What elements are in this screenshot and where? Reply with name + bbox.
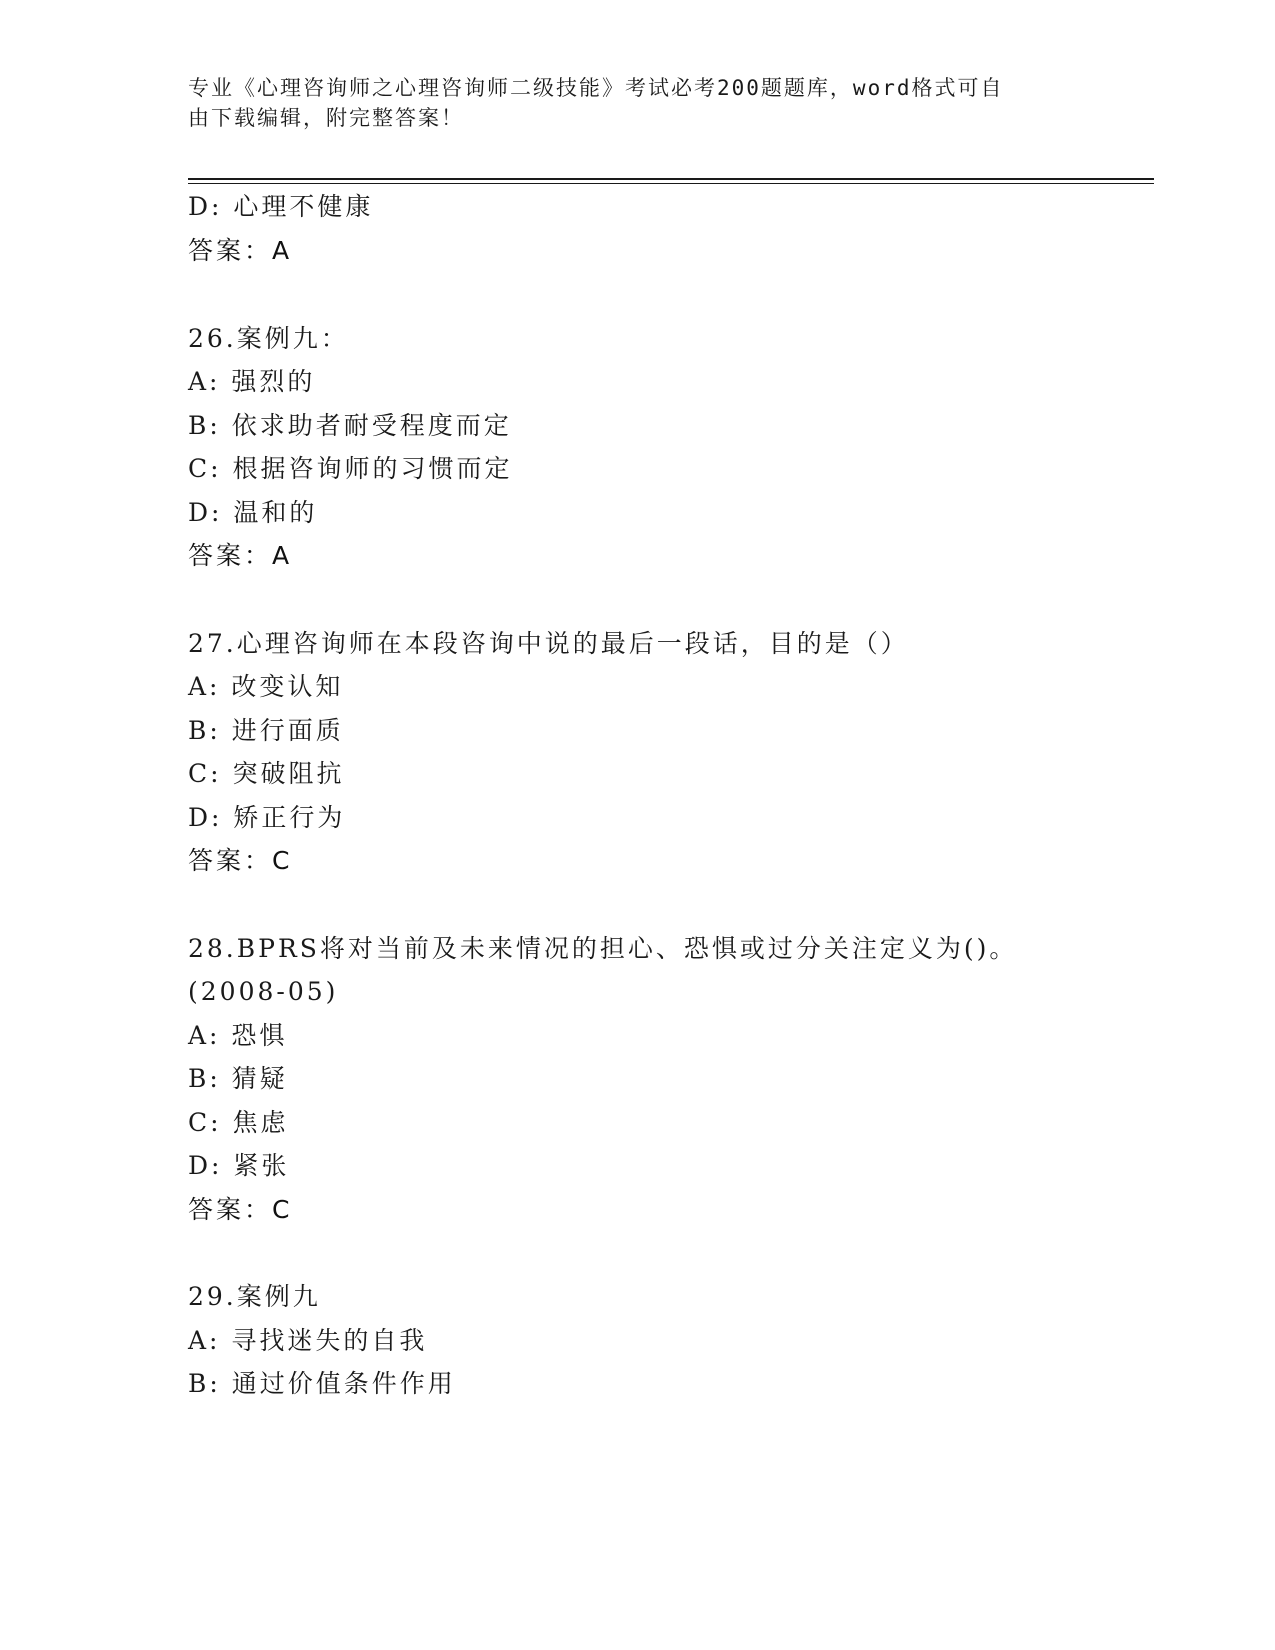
option-a: A: 寻找迷失的自我 xyxy=(188,1326,428,1355)
header-divider-thick xyxy=(188,178,1154,180)
option-b: B: 通过价值条件作用 xyxy=(188,1369,456,1398)
page-header xyxy=(188,73,1068,133)
question-stem-27: 27.心理咨询师在本段咨询中说的最后一段话，目的是（） xyxy=(188,629,909,658)
header-line-2: 由下载编辑，附完整答案！ xyxy=(188,106,464,130)
header-divider-thin xyxy=(188,183,1154,184)
answer-line: 答案：A xyxy=(188,236,293,265)
option-a: A: 改变认知 xyxy=(188,672,344,701)
question-stem-28-cont: (2008-05) xyxy=(188,977,339,1006)
answer-line: 答案：C xyxy=(188,1195,293,1224)
option-c: C: 根据咨询师的习惯而定 xyxy=(188,454,513,483)
option-b: B: 猜疑 xyxy=(188,1064,288,1093)
option-a: A: 强烈的 xyxy=(188,367,316,396)
question-stem-26: 26.案例九： xyxy=(188,324,349,353)
header-line-1: 专业《心理咨询师之心理咨询师二级技能》考试必考200题题库，word格式可自 xyxy=(188,76,1004,100)
option-d: D: 矫正行为 xyxy=(188,803,346,832)
option-a: A: 恐惧 xyxy=(188,1021,288,1050)
option-c: C: 突破阻抗 xyxy=(188,759,345,788)
option-d: D: 心理不健康 xyxy=(188,192,374,221)
option-b: B: 依求助者耐受程度而定 xyxy=(188,411,512,440)
answer-line: 答案：A xyxy=(188,541,293,570)
answer-line: 答案：C xyxy=(188,846,293,875)
option-d: D: 紧张 xyxy=(188,1151,290,1180)
option-d: D: 温和的 xyxy=(188,498,318,527)
question-stem-28: 28.BPRS将对当前及未来情况的担心、恐惧或过分关注定义为()。 xyxy=(188,934,1018,963)
question-stem-29: 29.案例九 xyxy=(188,1282,321,1311)
option-b: B: 进行面质 xyxy=(188,716,344,745)
option-c: C: 焦虑 xyxy=(188,1108,289,1137)
